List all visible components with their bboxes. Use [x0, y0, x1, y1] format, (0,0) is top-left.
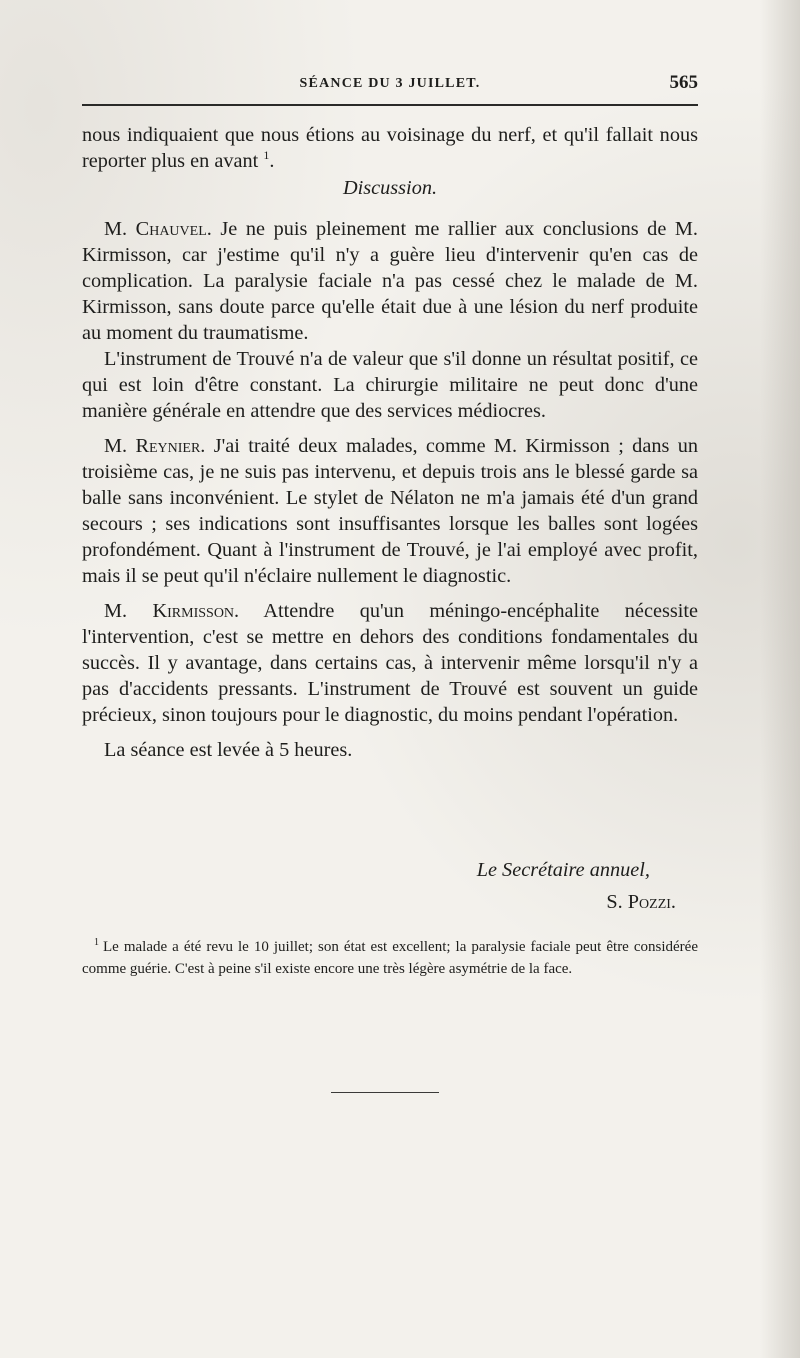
footnote-text: Le malade a été revu le 10 juillet; son état est excellent; la paralysie faciale peut être considérée comme guérie. C'est à peine s'il existe encore une très légère asymétrie de la face.	[82, 939, 698, 977]
running-head	[82, 72, 698, 102]
footnote	[82, 936, 698, 980]
discussion-heading: Discussion.	[342, 177, 438, 199]
closing-line: La séance est levée à 5 heures.	[104, 739, 353, 761]
paragraph-kirmisson	[82, 598, 698, 728]
signature-title: Le Secrétaire annuel,	[476, 859, 650, 881]
footnote-mark: 1	[94, 937, 99, 948]
speaker-reynier: M. Reynier.	[104, 435, 206, 457]
paragraph-continuation-text: nous indiquaient que nous étions au voisinage du nerf, et qu'il fallait nous reporter plus en avant	[82, 124, 698, 172]
paragraph-chauvel	[82, 216, 698, 346]
paragraph-reynier-text: J'ai traité deux malades, comme M. Kirmisson ; dans un troisième cas, je ne suis pas intervenu, et depuis trois ans le blessé garde sa balle sans inconvénient. Le stylet de Nélaton ne m'a jamais été d'un grand secours ; ses indications sont insuffisantes lorsque les balles sont logées profondément. Quant à l'instrument de Trouvé, je l'ai employé avec profit, mais il se peut qu'il n'éclaire nullement le diagnostic.	[82, 435, 698, 587]
header-rule	[82, 104, 698, 106]
end-rule	[331, 1092, 439, 1093]
running-title: SÉANCE DU 3 JUILLET.	[299, 76, 481, 91]
paragraph-continuation-end: .	[269, 150, 275, 172]
speaker-kirmisson: M. Kirmisson.	[104, 600, 240, 622]
page-edge-shadow	[760, 0, 800, 1358]
paragraph-kirmisson-text: Attendre qu'un méningo-encéphalite nécessite l'intervention, c'est se mettre en dehors des conditions fondamentales du succès. Il y avantage, dans certains cas, à intervenir même lorsqu'il n'y a pas d'accidents pressants. L'instrument de Trouvé est souvent un guide précieux, sinon toujours pour le diagnostic, du moins pendant l'opération.	[82, 600, 698, 726]
footnote-reference[interactable]: 1	[263, 148, 270, 163]
page-number: 565	[669, 72, 698, 93]
paragraph-continuation	[82, 122, 698, 174]
speaker-chauvel: M. Chauvel.	[104, 218, 212, 240]
paragraph-reynier	[82, 433, 698, 589]
signature-name: S. Pozzi.	[606, 891, 676, 913]
paragraph-chauvel-text: Je ne puis pleinement me rallier aux conclusions de M. Kirmisson, car j'estime qu'il n'y a guère lieu d'intervenir qu'en cas de complication. La paralysie faciale n'a pas cessé chez le malade de M. Kirmisson, sans doute parce qu'elle était due à une lésion du nerf produite au moment du traumatisme.	[82, 218, 698, 344]
body-text	[82, 122, 698, 763]
paragraph-chauvel-continued: L'instrument de Trouvé n'a de valeur que s'il donne un résultat positif, ce qui est loin d'être constant. La chirurgie militaire ne peut donc d'une manière générale en attendre que des services médiocres.	[82, 348, 698, 422]
signature-block	[82, 856, 698, 916]
